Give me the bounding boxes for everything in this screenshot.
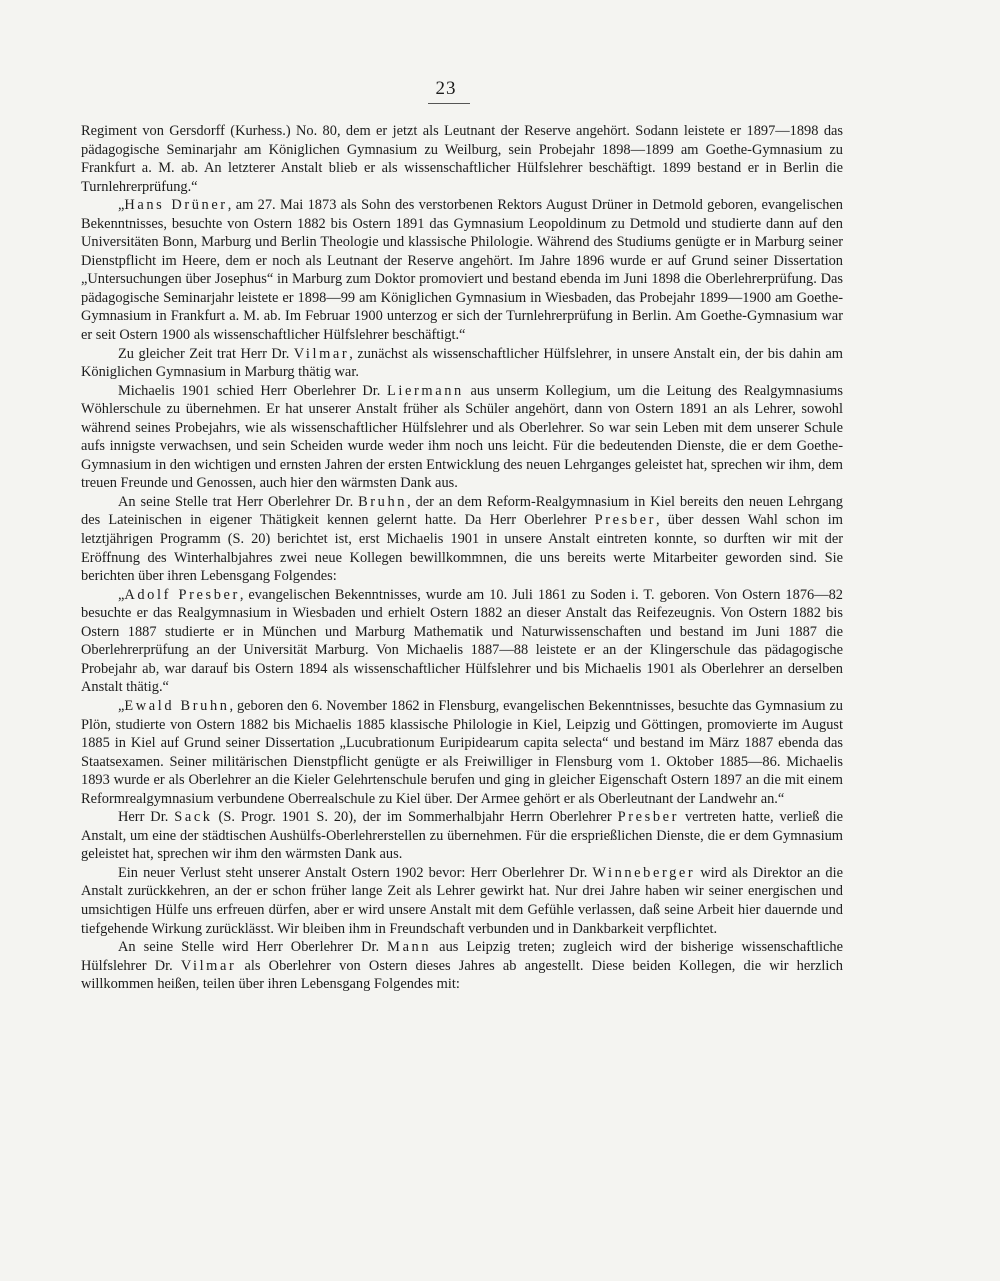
spaced-name: Vilmar (180, 957, 237, 974)
paragraph-p7 (81, 697, 843, 808)
text-run: , zunächst als wissenschaftlicher Hülfslehrer, in unsere Anstalt ein, der bis dahin am Königlichen Gymnasium in Marburg thätig war. (81, 345, 843, 381)
text-run: vertreten hatte, verließ die Anstalt, um eine der städtischen Aushülfs-Oberlehrerstellen zu übernehmen. Für die ersprießlichen Dienste, die er dem Gymnasium geleistet hat, sprechen wir ihm den wärmsten Dank aus. (81, 809, 843, 863)
text-run: Herr Dr. (118, 809, 175, 826)
spaced-name: Ewald Bruhn (124, 697, 230, 714)
text-run: „ (118, 697, 125, 714)
text-run: als Oberlehrer von Ostern dieses Jahres ab angestellt. Diese beiden Kollegen, die wir herzlich willkommen heißen, teilen über ihren Lebensgang Folgendes mit: (81, 957, 843, 993)
page-number-rule (428, 103, 470, 104)
paragraph-p9 (81, 864, 843, 938)
spaced-name: Liermann (387, 382, 464, 399)
text-run: Ein neuer Verlust steht unserer Anstalt Ostern 1902 bevor: Herr Oberlehrer Dr. (118, 864, 593, 881)
text-run: „ (118, 586, 125, 603)
spaced-name: Adolf Presber (124, 586, 240, 603)
paragraph-p4 (81, 382, 843, 493)
text-run: , über dessen Wahl schon im letztjährigen Programm (S. 20) berichtet ist, erst Michaelis 1901 in unsere Anstalt eintreten konnte, so durften wir mit der Eröffnung des Winterhalbjahres zwei neue Kollegen bewillkommnen, die uns bereits werte Mitarbeiter geworden sind. Sie berichten über ihren Lebensgang Folgendes: (81, 512, 843, 585)
spaced-name: Bruhn (358, 493, 408, 510)
text-run: An seine Stelle trat Herr Oberlehrer Dr. (118, 493, 359, 510)
spaced-name: Winneberger (592, 864, 696, 881)
text-run: wird als Direktor an die Anstalt zurückkehren, an der er schon früher lange Zeit als Lehrer gewirkt hat. Nur drei Jahre haben wir seiner energischen und umsichtigen Hülfe uns erfreuen dürfen, aber er wird unsere Anstalt mit dem Gefühle verlassen, daß seine Arbeit hier dauernde und tiefgehende Wirkung zurücklässt. Wir bleiben ihm in Freundschaft verbunden und in Dankbarkeit verpflichtet. (81, 864, 843, 937)
text-run: Regiment von Gersdorff (Kurhess.) No. 80, dem er jetzt als Leutnant der Reserve angehört. Sodann leistete er 1897—1898 das pädagogische Seminarjahr am Königlichen Gymnasium zu Weilburg, sein Probejahr 1898—1899 am Goethe-Gymnasium zu Frankfurt a. M. ab. An letzterer Anstalt blieb er als wissenschaftlicher Hülfslehrer beschäftigt. 1899 bestand er in Berlin die Turnlehrerprüfung.“ (81, 123, 843, 195)
paragraph-p1 (81, 122, 843, 196)
text-run: aus unserm Kollegium, um die Leitung des Realgymnasiums Wöhlerschule zu übernehmen. Er hat unserer Anstalt früher als Schüler angehört, dann von Ostern 1891 an als Lehrer, sowohl während seines Probejahrs, wie als wissenschaftlicher Hülfslehrer und als Oberlehrer. So war sein Leben mit dem unserer Schule aufs innigste verwachsen, und sein Scheiden wurde weder ihm noch uns leicht. Für die bedeutenden Dienste, die er dem Goethe-Gymnasium in den wichtigen und ernsten Jahren der ersten Entwicklung des neuen Lehrganges geleistet hat, sprechen wir ihm, dem treuen Freunde und Genossen, auch hier den wärmsten Dank aus. (81, 382, 843, 492)
spaced-name: Presber (594, 512, 657, 529)
text-run: , der an dem Reform-Realgymnasium in Kiel bereits den neuen Lehrgang des Lateinischen in eigener Thätigkeit kennen gelernt hatte. Da Herr Oberlehrer (81, 493, 843, 529)
text-run: , geboren den 6. November 1862 in Flensburg, evangelischen Bekenntnisses, besuchte das Gymnasium zu Plön, studierte von Ostern 1882 bis Michaelis 1885 klassische Philologie in Kiel, Leipzig und Göttingen, promovierte im August 1885 in Kiel auf Grund seiner Dissertation „Lucubrationum Euripidearum capita selecta“ und bestand im März 1887 ebenda das Staatsexamen. Seiner militärischen Dienstpflicht genügte er als Freiwilliger in Flensburg vom 1. Oktober 1885—86. Michaelis 1893 wurde er als Oberlehrer an die Kieler Gelehrtenschule berufen und ging in gleicher Eigenschaft Ostern 1897 an die mit einem Reformrealgymnasium verbundene Oberrealschule zu Kiel über. Der Armee gehört er als Oberleutnant der Landwehr an.“ (81, 697, 843, 807)
spaced-name: Mann (387, 939, 432, 956)
paragraph-p3 (81, 345, 843, 382)
text-run: , am 27. Mai 1873 als Sohn des verstorbenen Rektors August Drüner in Detmold geboren, evangelischen Bekenntnisses, besuchte von Ostern 1882 bis Ostern 1891 das Gymnasium Leopoldinum zu Detmold und studierte dann auf den Universitäten Bonn, Marburg und Berlin Theologie und klassische Philologie. Während des Studiums genügte er in Marburg seiner Dienstpflicht im Heere, dem er noch als Leutnant der Reserve angehört. Im Jahre 1896 wurde er auf Grund seiner Dissertation „Untersuchungen über Josephus“ in Marburg zum Doktor promoviert und bestand ebenda im Juni 1898 die Oberlehrerprüfung. Das pädagogische Seminarjahr leistete er 1898—99 am Königlichen Gymnasium in Wiesbaden, das Probejahr 1899—1900 am Goethe-Gymnasium in Frankfurt a. M. ab. Im Februar 1900 unterzog er sich der Turnlehrerprüfung in Berlin. Am Goethe-Gymnasium war er seit Ostern 1900 als wissenschaftlicher Hülfslehrer beschäftigt.“ (81, 197, 843, 344)
text-run: Zu gleicher Zeit trat Herr Dr. (118, 345, 294, 362)
paragraph-p6 (81, 586, 843, 697)
text-run: (S. Progr. 1901 S. 20), der im Sommerhalbjahr Herrn Oberlehrer (212, 809, 618, 826)
paragraph-p10 (81, 938, 843, 994)
text-run: Michaelis 1901 schied Herr Oberlehrer Dr. (118, 382, 388, 399)
spaced-name: Vilmar (293, 345, 350, 362)
spaced-name: Hans Drüner (124, 197, 228, 214)
paragraph-p2 (81, 196, 843, 344)
paragraph-p5 (81, 493, 843, 586)
body-text (81, 122, 843, 994)
text-run: , evangelischen Bekenntnisses, wurde am 10. Juli 1861 zu Soden i. T. geboren. Von Ostern 1876—82 besuchte er das Realgymnasium in Wiesbaden und erhielt Ostern 1882 an dieser Anstalt das Reifezeugnis. Von Ostern 1882 bis Ostern 1887 studierte er in München und Marburg Mathematik und Naturwissenschaften und bestand im Juni 1887 die Oberlehrerprüfung an der Universität Marburg. Von Michaelis 1887—88 leistete er an der Klingerschule das pädagogische Probejahr ab, war darauf bis Ostern 1894 als wissenschaftlicher Hülfslehrer und bis Michaelis 1901 als Oberlehrer an derselben Anstalt thätig.“ (81, 586, 843, 696)
text-run: aus Leipzig treten; zugleich wird der bisherige wissenschaftliche Hülfslehrer Dr. (81, 939, 844, 974)
text-run: „ (118, 197, 125, 214)
page-number: 23 (435, 78, 457, 99)
spaced-name: Presber (617, 809, 679, 826)
spaced-name: Sack (174, 809, 213, 826)
text-run: An seine Stelle wird Herr Oberlehrer Dr. (118, 939, 388, 956)
paragraph-p8 (81, 808, 843, 864)
